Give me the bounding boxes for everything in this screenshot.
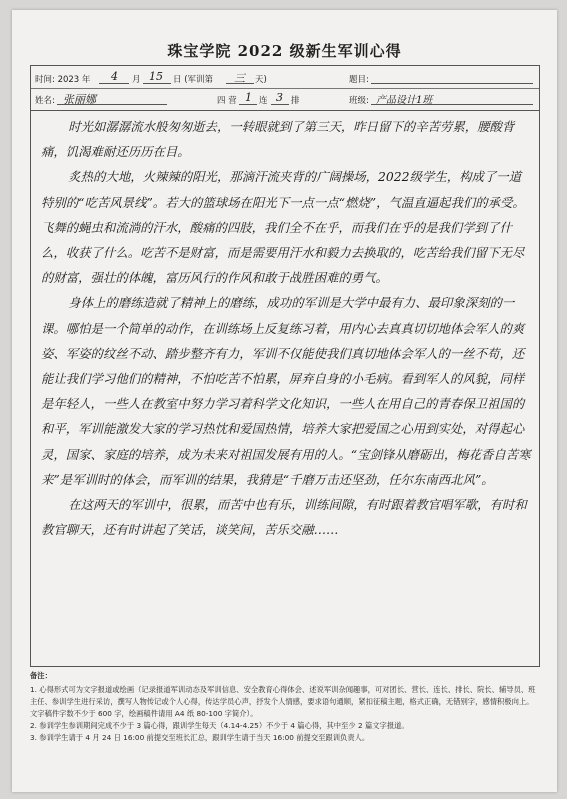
essay-paragraph: 在这两天的军训中，很累，而苦中也有乐，训练间隙，有时跟着教官唱军歌，有时和教官聊天，还有时讲起了笑话，谈笑间，苦乐交融…… xyxy=(41,497,527,538)
note-item: 2. 参训学生参训期间完成不少于 3 篇心得，跟训学生每天（4.14-4.25）不少于 4 篇心得，其中至少 2 篇文字报道。 xyxy=(30,721,409,730)
essay-paragraph: 身体上的磨练造就了精神上的磨练，成功的军训是大学中最有力、最印象深刻的一课。哪怕是一个简单的动作，在训练场上反复练习着，用内心去真真切切地体会军人的爽姿、军姿的纹丝不动、踏步整齐有力，军训不仅能使我们真切地体会军人的一丝不苟，还能让我们学习他们的精神，不怕吃苦不怕累，屏弃自身的小毛病。看到军人的风貌，同样是年轻人，一些人在教室中努力学习着科学文化知识，一些人在用自己的青春保卫祖国的和平，军训能激发大家的学习热忱和爱国热情，培养大家把爱国之心用到实处，对得起心灵，国家、家庭的培养，成为未来对祖国发展有用的人。“宝剑锋从磨砺出，梅花香自苦寒来”是军训时的体会，而军训的结果，我猜是“千磨万击还坚劲，任尔东南西北风”。 xyxy=(41,295,531,487)
essay-body xyxy=(41,114,531,542)
month-label: 月 xyxy=(132,75,141,85)
month-value: 4 xyxy=(111,70,118,83)
topic-underline xyxy=(371,73,533,84)
class-label: 班级: xyxy=(349,96,369,106)
header-divider-bottom xyxy=(31,110,539,111)
essay-paragraph: 炙热的大地，火辣辣的阳光，那滴汗流夹背的广阔操场，2022级学生，构成了一道特别的“吃苦风景线”。若大的篮球场在阳光下一点一点“燃烧”，气温直逼起我们的承受。飞舞的蝇虫和流淌的汗水，酸痛的四肢，我们全不在乎，而我们在乎的是我们学到了什么，收获了什么。吃苦不是财富，而是需要用汗水和毅力去换取的，吃苦给我们留下无尽的财富，强壮的体魄，富历风行的作风和敢于战胜困难的勇气。 xyxy=(41,169,525,286)
training-day-suffix: 天) xyxy=(255,75,267,85)
class-value: 产品设计1班 xyxy=(376,95,433,106)
notes-title: 备注： xyxy=(30,671,52,680)
platoon-value: 3 xyxy=(276,91,283,104)
company-label: 连 xyxy=(259,96,268,106)
name-value: 张丽娜 xyxy=(63,93,96,106)
day-label: 日 (军训第 xyxy=(173,75,214,85)
day-value: 15 xyxy=(149,70,163,83)
essay-paragraph: 时光如潺潺流水般匆匆逝去，一转眼就到了第三天，昨日留下的辛苦劳累，腰酸背痛，饥渴难耐还历历在目。 xyxy=(41,119,515,160)
time-label: 时间: 2023 年 xyxy=(35,75,91,85)
form-title: 珠宝学院 2022 级新生军训心得 xyxy=(167,42,402,60)
notes-section xyxy=(30,670,540,744)
form-sheet xyxy=(12,10,557,792)
company-value: 1 xyxy=(245,91,252,104)
note-item: 3. 参训学生请于 4 月 24 日 16:00 前提交至班长汇总，跟训学生请于当天 16:00 前提交至跟训负责人。 xyxy=(30,733,370,742)
form-box xyxy=(30,65,540,667)
topic-label: 题目: xyxy=(349,75,369,85)
platoon-label: 排 xyxy=(291,96,300,106)
header-divider xyxy=(31,88,539,89)
battalion-label: 四 营 xyxy=(217,96,237,106)
name-label: 姓名: xyxy=(35,96,55,106)
note-item: 1. 心得形式可为文字报道或绘画（记录报道军训动态及军训信息、安全教育心得体会、述说军训杂闻趣事，可对团长、营长、连长、排长、院长、辅导员、班主任、参训学生进行采访，撰写人物传记或个人心得，传达学员心声，抒发个人情感，要求语句通顺，紧扣征稿主题，格式正确，无错别字，感情积极向上。文字稿件字数不少于 600 字，绘画稿件请用 A4 纸 80-100 字简介）。 xyxy=(30,685,536,718)
training-day-value: 三 xyxy=(234,72,245,85)
